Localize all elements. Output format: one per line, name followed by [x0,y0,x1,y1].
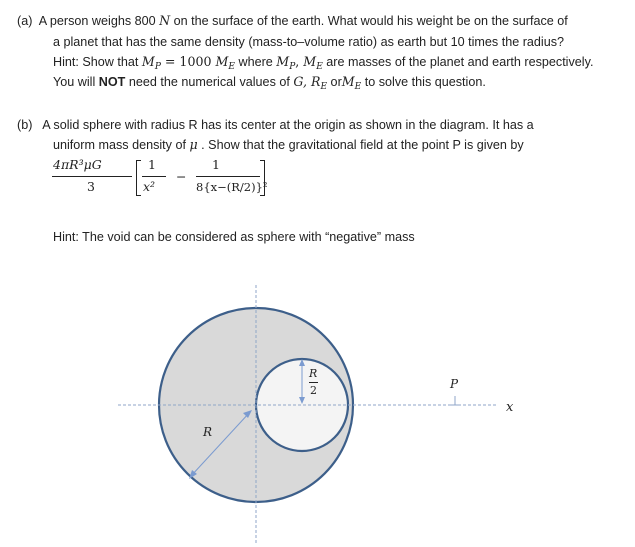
math-subscript: P [289,62,296,72]
hint-text: Hint: Show that [53,55,142,69]
hint-text: Hint: The void can be considered as sphere with “negative” mass [53,230,415,244]
emphasis-not: NOT [98,75,126,89]
label-point-p: P [450,377,459,391]
hint-text: You will [53,75,99,89]
hint-text: or [327,75,342,89]
math-equation: = 1000 [160,54,216,69]
formula-numerator: 1 [212,157,220,172]
math-comma: , [295,54,304,69]
formula-denominator: x² [143,179,156,194]
formula-numerator: 1 [148,157,156,172]
part-b-text: A solid sphere with radius R has its center at the origin as shown in the diagram. It has a [42,118,534,132]
label-radius-r: R [203,425,213,439]
math-symbol: M [276,54,290,69]
part-a-label: (a) [17,14,33,28]
part-a-text: A person weighs 800 [38,14,160,28]
minus-sign: − [176,169,187,184]
math-subscript: E [320,82,328,92]
hint-text: need the numerical values of [125,75,294,89]
part-a-text: on the surface of the earth. What would his weight be on the surface of [170,14,568,28]
newton-unit: N [159,13,171,28]
math-symbol: M [303,54,317,69]
hint-text: to solve this question. [361,75,486,89]
part-b-text: uniform mass density of [53,138,190,152]
math-subscript: E [316,62,323,72]
math-symbol: M [141,54,155,69]
part-b-label: (b) [17,118,33,132]
mu-symbol: μ [189,137,198,152]
part-b-text: . Show that the gravitational field at the point P is given by [197,138,524,152]
hint-text: where [234,55,277,69]
formula-denominator: 8{x−(R/2)}² [196,180,268,194]
formula-numerator: 4πR³μG [53,157,102,172]
math-symbol: M [215,54,229,69]
math-subscript: P [154,62,161,72]
math-subscript: E [228,62,235,72]
label-half-radius-numerator: R [309,367,318,380]
label-x-axis: x [506,400,514,415]
part-a-text: a planet that has the same density (mass-to–volume ratio) as earth but 10 times the radius? [53,35,565,49]
math-subscript: E [354,82,362,92]
formula-denominator: 3 [87,179,95,194]
math-symbol: M [341,74,355,89]
hint-text: are masses of the planet and earth respectively. [322,55,594,69]
math-symbol: G, R [293,74,321,89]
label-half-radius-denominator: 2 [310,384,317,397]
